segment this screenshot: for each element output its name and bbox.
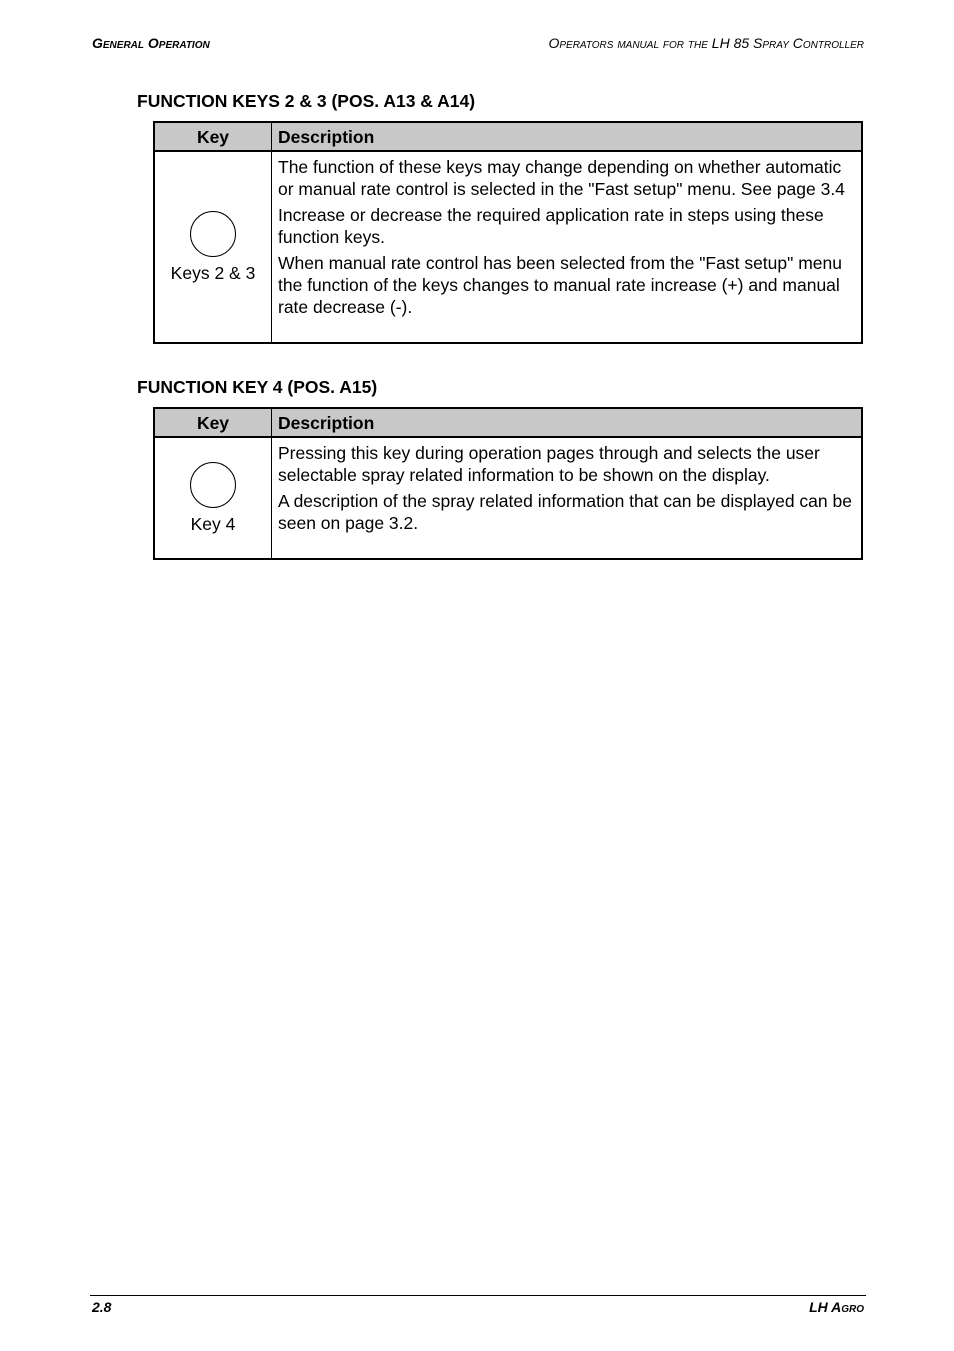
- key-button-icon: [190, 211, 236, 257]
- section-title-key-4: FUNCTION KEY 4 (POS. A15): [137, 377, 378, 397]
- header-manual-title: Operators manual for the LH 85 Spray Controller: [548, 35, 864, 51]
- header-section-title: General Operation: [92, 35, 210, 51]
- key-cell: [154, 151, 272, 343]
- column-header-key: Key: [154, 122, 272, 151]
- description-paragraph: Increase or decrease the required application rate in steps using these function keys.: [278, 205, 824, 247]
- keys-2-3-table: [153, 121, 863, 344]
- description-paragraph: Pressing this key during operation pages through and selects the user selectable spray related information to be shown on the display.: [278, 443, 820, 485]
- column-header-key: Key: [154, 408, 272, 437]
- key-cell: [154, 437, 272, 559]
- description-cell: [272, 437, 863, 559]
- key-button-icon: [190, 462, 236, 508]
- footer-divider: [90, 1295, 866, 1296]
- description-cell: [272, 151, 863, 343]
- description-paragraph: When manual rate control has been selected from the "Fast setup" menu the function of the keys changes to manual rate increase (+) and manual rate decrease (-).: [278, 253, 842, 317]
- page-number: 2.8: [92, 1299, 112, 1315]
- column-header-description: Description: [272, 122, 863, 151]
- section-title-keys-2-3: FUNCTION KEYS 2 & 3 (POS. A13 & A14): [137, 91, 476, 111]
- footer-company: LH Agro: [809, 1299, 864, 1315]
- description-paragraph: The function of these keys may change depending on whether automatic or manual rate control is selected in the "Fast setup" menu. See page 3.4: [278, 157, 845, 199]
- key-4-table: [153, 407, 863, 560]
- key-label: Keys 2 & 3: [170, 262, 256, 283]
- column-header-description: Description: [272, 408, 863, 437]
- description-paragraph: A description of the spray related information that can be displayed can be seen on page 3.2.: [278, 491, 852, 533]
- key-label: Key 4: [190, 513, 236, 534]
